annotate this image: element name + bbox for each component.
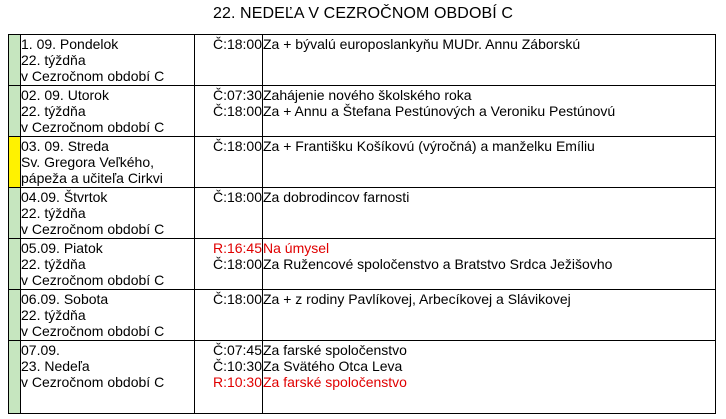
day-row xyxy=(9,290,716,341)
day-label-line: 22. týždňa xyxy=(21,103,86,119)
page-title: 22. NEDEĽA V CEZROČNOM OBDOBÍ C xyxy=(212,5,514,22)
day-label-line: 03. 09. Streda xyxy=(21,138,109,154)
liturgical-color-bar xyxy=(9,188,21,239)
time-cell xyxy=(195,239,263,290)
day-label-line: 04.09. Štvrtok xyxy=(21,189,108,205)
day-cell xyxy=(21,137,195,188)
day-row xyxy=(9,341,716,414)
day-label-line: v Cezročnom období C xyxy=(21,323,165,339)
mass-intention: Zahájenie nového školského roka xyxy=(263,87,472,103)
day-label-line: 05.09. Piatok xyxy=(21,240,103,256)
day-row xyxy=(9,86,716,137)
time-cell xyxy=(195,290,263,341)
mass-time: Č:18:00 xyxy=(212,103,262,119)
day-label-line: v Cezročnom období C xyxy=(21,272,165,288)
intention-cell xyxy=(263,290,716,341)
day-label-line: 22. týždňa xyxy=(21,256,86,272)
mass-time: Č:10:30 xyxy=(212,358,262,374)
day-label-line: 23. Nedeľa xyxy=(21,358,90,374)
time-cell xyxy=(195,35,263,86)
liturgical-color-bar xyxy=(9,341,21,414)
day-row xyxy=(9,35,716,86)
mass-time: Č:07:45 xyxy=(212,342,262,358)
time-cell xyxy=(195,86,263,137)
day-row xyxy=(9,137,716,188)
day-label-line: 1. 09. Pondelok xyxy=(21,36,119,52)
day-label-line: 22. týždňa xyxy=(21,307,86,323)
liturgical-color-bar xyxy=(9,86,21,137)
time-cell xyxy=(195,341,263,414)
day-label-line: pápeža a učiteľa Cirkvi xyxy=(21,170,163,186)
day-label-line: 07.09. xyxy=(21,342,60,358)
day-label-line: 22. týždňa xyxy=(21,205,86,221)
time-cell xyxy=(195,137,263,188)
day-cell xyxy=(21,35,195,86)
mass-intention: Za + Františku Košíkovú (výročná) a manželku Emíliu xyxy=(263,138,595,154)
day-row xyxy=(9,188,716,239)
day-cell xyxy=(21,341,195,414)
liturgical-color-bar xyxy=(9,35,21,86)
day-label-line: v Cezročnom období C xyxy=(21,221,165,237)
mass-intention: Za dobrodincov farnosti xyxy=(263,189,410,205)
mass-intention: Za Svätého Otca Leva xyxy=(263,358,403,374)
intention-cell xyxy=(263,86,716,137)
day-label-line: 02. 09. Utorok xyxy=(21,87,109,103)
day-cell xyxy=(21,86,195,137)
day-label-line: v Cezročnom období C xyxy=(21,374,165,390)
mass-intention: Za + bývalú europoslankyňu MUDr. Annu Záborskú xyxy=(263,36,581,52)
day-label-line: v Cezročnom období C xyxy=(21,68,165,84)
intention-cell xyxy=(263,137,716,188)
day-cell xyxy=(21,239,195,290)
day-label-line: v Cezročnom období C xyxy=(21,119,165,135)
mass-intention: Na úmysel xyxy=(263,240,330,256)
mass-time: Č:07:30 xyxy=(212,87,262,103)
mass-intention: Za farské spoločenstvo xyxy=(263,342,407,358)
mass-time: R:16:45 xyxy=(212,240,262,256)
day-cell xyxy=(21,290,195,341)
time-cell xyxy=(195,188,263,239)
mass-time: Č:18:00 xyxy=(212,189,262,205)
mass-time: Č:18:00 xyxy=(212,36,262,52)
mass-intention: Za Ružencové spoločenstvo a Bratstvo Srdca Ježišovho xyxy=(263,256,613,272)
liturgical-color-bar xyxy=(9,137,21,188)
day-label-line: 06.09. Sobota xyxy=(21,291,109,307)
intention-cell xyxy=(263,188,716,239)
mass-intention: Za + z rodiny Pavlíkovej, Arbecíkovej a Slávikovej xyxy=(263,291,571,307)
mass-time: Č:18:00 xyxy=(212,256,262,272)
intention-cell xyxy=(263,341,716,414)
mass-intention: Za + Annu a Štefana Pestúnových a Veroniku Pestúnovú xyxy=(263,103,616,119)
liturgical-color-bar xyxy=(9,239,21,290)
intention-cell xyxy=(263,35,716,86)
day-row xyxy=(9,239,716,290)
intention-cell xyxy=(263,239,716,290)
mass-schedule-table xyxy=(8,34,716,414)
mass-intention: Za farské spoločenstvo xyxy=(263,374,407,390)
liturgical-color-bar xyxy=(9,290,21,341)
day-label-line: Sv. Gregora Veľkého, xyxy=(21,154,155,170)
mass-time: R:10:30 xyxy=(212,374,262,390)
mass-time: Č:18:00 xyxy=(212,138,262,154)
day-label-line: 22. týždňa xyxy=(21,52,86,68)
day-cell xyxy=(21,188,195,239)
schedule-body xyxy=(9,35,716,414)
mass-time: Č:18:00 xyxy=(212,291,262,307)
